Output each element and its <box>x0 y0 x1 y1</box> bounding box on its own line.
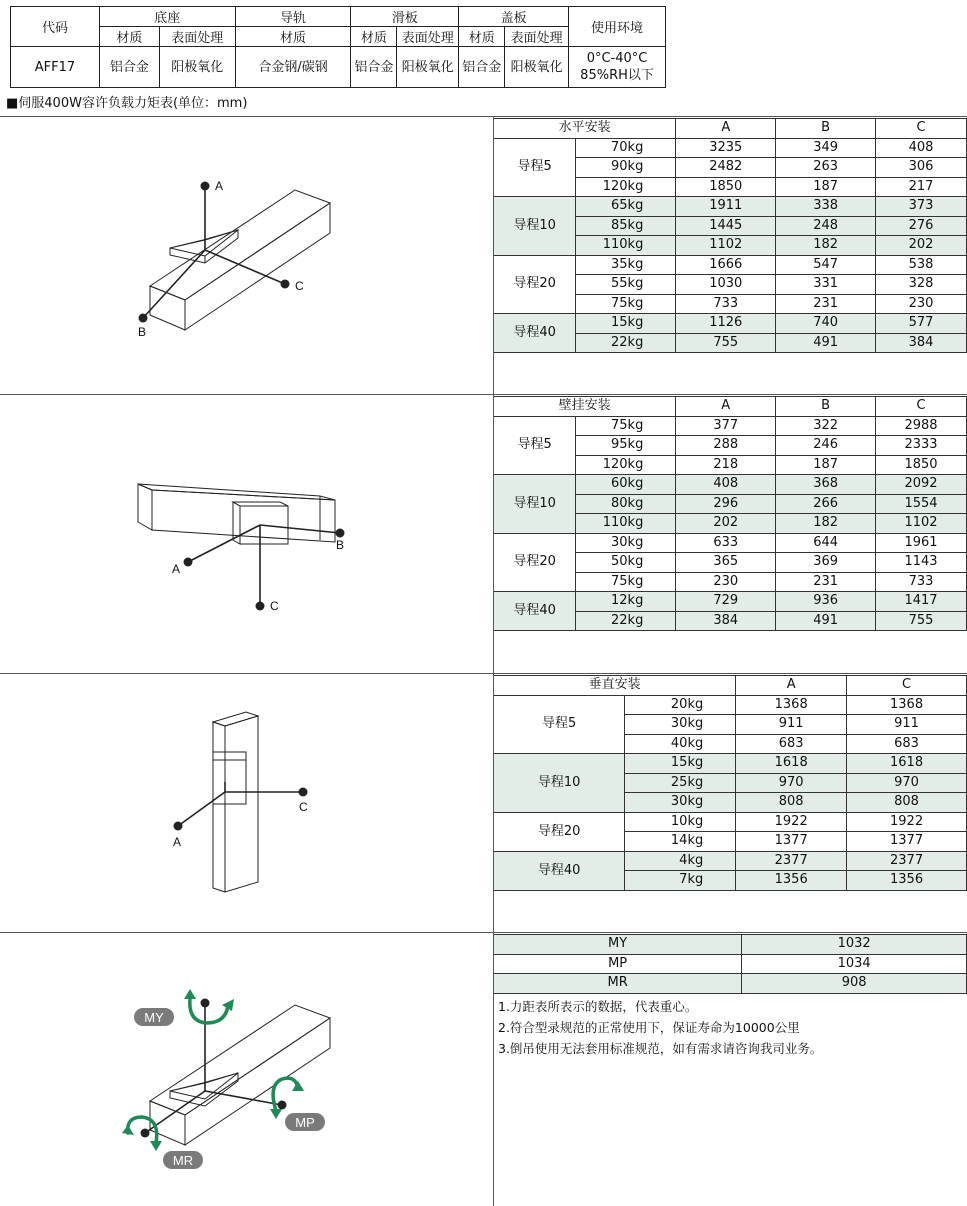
note-item: 3.倒吊使用无法套用标准规范，如有需求请咨询我司业务。 <box>498 1041 823 1056</box>
lead-cell: 导程40 <box>494 314 576 353</box>
value-cell: 2988 <box>876 416 967 436</box>
axis-b <box>260 525 340 533</box>
value-cell: 1102 <box>876 514 967 534</box>
rail-side <box>213 722 225 892</box>
spec-cell: 阳极氧化 <box>397 47 459 88</box>
lead-cell: 导程20 <box>494 255 576 314</box>
note-item: 1.力距表所表示的数据，代表重心。 <box>498 999 698 1014</box>
column-header: C <box>847 676 967 696</box>
load-cell: 30kg <box>625 793 736 813</box>
value-cell: 491 <box>776 333 876 353</box>
table-row <box>494 314 967 334</box>
axis-p <box>205 1091 282 1105</box>
rail-top <box>150 1005 330 1115</box>
column-header: C <box>876 397 967 417</box>
arrow-head <box>184 989 196 999</box>
value-cell: 1445 <box>676 216 776 236</box>
table-title: 水平安装 <box>494 119 676 139</box>
table-row <box>494 812 967 832</box>
value-cell: 683 <box>736 734 847 754</box>
column-header: A <box>736 676 847 696</box>
arrow-head <box>150 1141 162 1151</box>
value-cell: 230 <box>876 294 967 314</box>
value-cell: 3235 <box>676 138 776 158</box>
value-cell: 1368 <box>847 695 967 715</box>
value-cell: 2377 <box>847 851 967 871</box>
value-cell: 755 <box>676 333 776 353</box>
column-header: B <box>776 119 876 139</box>
axis-point <box>299 788 308 797</box>
spec-sub: 表面处理 <box>159 27 235 47</box>
value-cell: 911 <box>847 715 967 735</box>
value-cell: 1356 <box>847 871 967 891</box>
axis-point <box>256 602 265 611</box>
load-cell: 14kg <box>625 832 736 852</box>
value-cell: 231 <box>776 572 876 592</box>
spec-h-cover: 盖板 <box>459 7 569 27</box>
spec-sub: 表面处理 <box>505 27 569 47</box>
load-cell: 95kg <box>576 436 676 456</box>
value-cell: 1417 <box>876 592 967 612</box>
spec-table <box>10 6 666 88</box>
value-cell: 349 <box>776 138 876 158</box>
load-cell: 20kg <box>625 695 736 715</box>
spec-env <box>569 47 666 88</box>
lead-cell: 导程20 <box>494 533 576 592</box>
load-cell: 12kg <box>576 592 676 612</box>
column-header: A <box>676 119 776 139</box>
value-cell: 296 <box>676 494 776 514</box>
axis-point <box>184 558 193 567</box>
axis-point <box>201 182 210 191</box>
value-cell: 368 <box>776 475 876 495</box>
load-cell: 15kg <box>625 754 736 774</box>
value-cell: 202 <box>676 514 776 534</box>
value-cell: 231 <box>776 294 876 314</box>
mp-badge <box>285 1113 325 1131</box>
value-cell: 1030 <box>676 275 776 295</box>
axis-point <box>281 280 290 289</box>
lead-cell: 导程10 <box>494 475 576 534</box>
value-cell: 2333 <box>876 436 967 456</box>
lead-cell: 导程5 <box>494 695 625 754</box>
value-cell: 1850 <box>676 177 776 197</box>
column-header: B <box>776 397 876 417</box>
vertical-table <box>494 675 967 891</box>
value-cell: 936 <box>776 592 876 612</box>
vertical-mount-figure <box>160 706 330 896</box>
spec-cell: 合金钢/碳钢 <box>235 47 351 88</box>
load-cell: 15kg <box>576 314 676 334</box>
value-cell: 288 <box>676 436 776 456</box>
value-cell: 755 <box>876 611 967 631</box>
value-cell: 2377 <box>736 851 847 871</box>
moment-value: 1034 <box>742 954 967 974</box>
value-cell: 306 <box>876 158 967 178</box>
lead-cell: 导程10 <box>494 754 625 813</box>
rail-front <box>150 286 185 330</box>
value-cell: 187 <box>776 177 876 197</box>
spec-h-base: 底座 <box>99 7 235 27</box>
value-cell: 182 <box>776 514 876 534</box>
axis-a <box>178 792 225 826</box>
spec-cell: 铝合金 <box>459 47 505 88</box>
spec-h-rail: 导轨 <box>235 7 351 27</box>
value-cell: 408 <box>676 475 776 495</box>
moment-label: MR <box>494 974 742 994</box>
notes <box>498 996 822 1059</box>
value-cell: 408 <box>876 138 967 158</box>
moment-row <box>494 954 967 974</box>
axis-point <box>278 1101 287 1110</box>
value-cell: 218 <box>676 455 776 475</box>
value-cell: 491 <box>776 611 876 631</box>
value-cell: 733 <box>876 572 967 592</box>
load-cell: 65kg <box>576 197 676 217</box>
value-cell: 1666 <box>676 255 776 275</box>
load-cell: 70kg <box>576 138 676 158</box>
load-cell: 85kg <box>576 216 676 236</box>
value-cell: 276 <box>876 216 967 236</box>
value-cell: 1143 <box>876 553 967 573</box>
env-line: 85%RH以下 <box>580 68 654 83</box>
spec-sub: 表面处理 <box>397 27 459 47</box>
value-cell: 1961 <box>876 533 967 553</box>
value-cell: 217 <box>876 177 967 197</box>
lead-cell: 导程10 <box>494 197 576 256</box>
divider <box>0 394 967 395</box>
value-cell: 740 <box>776 314 876 334</box>
value-cell: 1102 <box>676 236 776 256</box>
divider <box>0 116 967 117</box>
load-cell: 75kg <box>576 416 676 436</box>
load-cell: 110kg <box>576 236 676 256</box>
load-cell: 120kg <box>576 177 676 197</box>
slider-body <box>170 1073 238 1106</box>
value-cell: 263 <box>776 158 876 178</box>
value-cell: 970 <box>847 773 967 793</box>
column-header: A <box>676 397 776 417</box>
value-cell: 633 <box>676 533 776 553</box>
table-title: 壁挂安装 <box>494 397 676 417</box>
value-cell: 1850 <box>876 455 967 475</box>
rail-end <box>138 484 152 530</box>
moment-figure <box>110 985 350 1185</box>
value-cell: 1618 <box>847 754 967 774</box>
axis-point <box>139 314 148 323</box>
column-header: C <box>876 119 967 139</box>
table-row <box>494 533 967 553</box>
label-b: B <box>138 325 147 339</box>
label-a: A <box>173 835 182 849</box>
load-cell: 55kg <box>576 275 676 295</box>
value-cell: 248 <box>776 216 876 236</box>
moment-value: 908 <box>742 974 967 994</box>
value-cell: 246 <box>776 436 876 456</box>
rail-top <box>138 484 335 500</box>
spec-cell: 阳极氧化 <box>159 47 235 88</box>
table-row <box>494 851 967 871</box>
axis-point <box>201 999 210 1008</box>
table-row <box>494 695 967 715</box>
value-cell: 202 <box>876 236 967 256</box>
label-a: A <box>172 562 181 576</box>
lead-cell: 导程5 <box>494 416 576 475</box>
my-badge <box>134 1008 174 1026</box>
label-c: C <box>295 279 304 293</box>
label-c: C <box>299 800 308 814</box>
value-cell: 1356 <box>736 871 847 891</box>
load-cell: 35kg <box>576 255 676 275</box>
load-cell: 4kg <box>625 851 736 871</box>
table-row <box>494 255 967 275</box>
moment-label: MP <box>494 954 742 974</box>
load-cell: 22kg <box>576 611 676 631</box>
value-cell: 266 <box>776 494 876 514</box>
value-cell: 733 <box>676 294 776 314</box>
load-cell: 25kg <box>625 773 736 793</box>
lead-cell: 导程5 <box>494 138 576 197</box>
load-cell: 7kg <box>625 871 736 891</box>
load-cell: 120kg <box>576 455 676 475</box>
load-cell: 10kg <box>625 812 736 832</box>
divider <box>0 673 967 674</box>
moment-row <box>494 974 967 994</box>
slider-top <box>233 502 288 506</box>
load-cell: 80kg <box>576 494 676 514</box>
badge-label: MR <box>172 1153 194 1168</box>
axis-point <box>174 822 183 831</box>
lead-cell: 导程40 <box>494 851 625 890</box>
value-cell: 365 <box>676 553 776 573</box>
divider <box>0 932 967 933</box>
value-cell: 1922 <box>847 812 967 832</box>
value-cell: 377 <box>676 416 776 436</box>
load-cell: 30kg <box>576 533 676 553</box>
spec-sub: 材质 <box>351 27 397 47</box>
load-cell: 40kg <box>625 734 736 754</box>
spec-sub: 材质 <box>99 27 159 47</box>
load-cell: 75kg <box>576 294 676 314</box>
value-cell: 338 <box>776 197 876 217</box>
value-cell: 1554 <box>876 494 967 514</box>
arrow-head <box>270 1109 282 1119</box>
value-cell: 369 <box>776 553 876 573</box>
load-cell: 90kg <box>576 158 676 178</box>
axis-point <box>141 1129 150 1138</box>
arrow-head <box>122 1125 134 1135</box>
value-cell: 1911 <box>676 197 776 217</box>
axis-point <box>336 529 345 538</box>
value-cell: 1922 <box>736 812 847 832</box>
load-cell: 50kg <box>576 553 676 573</box>
rail-side <box>185 203 330 330</box>
table-row <box>494 138 967 158</box>
moment-table <box>494 934 967 994</box>
label-a: A <box>215 179 224 193</box>
load-cell: 60kg <box>576 475 676 495</box>
value-cell: 187 <box>776 455 876 475</box>
spec-sub: 材质 <box>235 27 351 47</box>
spec-cell: 阳极氧化 <box>505 47 569 88</box>
lead-cell: 导程20 <box>494 812 625 851</box>
mr-badge <box>163 1151 203 1169</box>
value-cell: 384 <box>876 333 967 353</box>
spec-cell: 铝合金 <box>99 47 159 88</box>
spec-cell: 铝合金 <box>351 47 397 88</box>
moment-value: 1032 <box>742 935 967 955</box>
table-row <box>494 592 967 612</box>
label-b: B <box>336 538 345 552</box>
value-cell: 1377 <box>736 832 847 852</box>
spec-h-env: 使用环境 <box>569 7 666 47</box>
value-cell: 1126 <box>676 314 776 334</box>
value-cell: 230 <box>676 572 776 592</box>
value-cell: 808 <box>847 793 967 813</box>
value-cell: 384 <box>676 611 776 631</box>
moment-row <box>494 935 967 955</box>
lead-cell: 导程40 <box>494 592 576 631</box>
value-cell: 2482 <box>676 158 776 178</box>
value-cell: 1618 <box>736 754 847 774</box>
table-row <box>494 754 967 774</box>
load-cell: 110kg <box>576 514 676 534</box>
value-cell: 1377 <box>847 832 967 852</box>
table-row <box>494 416 967 436</box>
value-cell: 644 <box>776 533 876 553</box>
moment-label: MY <box>494 935 742 955</box>
value-cell: 538 <box>876 255 967 275</box>
note-item: 2.符合型录规范的正常使用下，保证寿命为10000公里 <box>498 1020 800 1035</box>
slider-top <box>213 752 246 760</box>
env-line: 0°C-40°C <box>586 51 648 66</box>
spec-code: AFF17 <box>11 47 100 88</box>
value-cell: 331 <box>776 275 876 295</box>
value-cell: 683 <box>847 734 967 754</box>
table-row <box>494 197 967 217</box>
badge-label: MP <box>295 1115 315 1130</box>
table-row <box>494 475 967 495</box>
value-cell: 808 <box>736 793 847 813</box>
horizontal-mount-figure <box>120 170 340 350</box>
value-cell: 729 <box>676 592 776 612</box>
wall-table <box>494 396 967 631</box>
value-cell: 1368 <box>736 695 847 715</box>
value-cell: 911 <box>736 715 847 735</box>
spec-h-code: 代码 <box>11 7 100 47</box>
load-cell: 22kg <box>576 333 676 353</box>
section-heading: ■伺服400W容许负载力矩表(单位：mm) <box>6 96 248 111</box>
spec-sub: 材质 <box>459 27 505 47</box>
value-cell: 2092 <box>876 475 967 495</box>
badge-label: MY <box>144 1010 164 1025</box>
value-cell: 373 <box>876 197 967 217</box>
value-cell: 970 <box>736 773 847 793</box>
value-cell: 577 <box>876 314 967 334</box>
load-cell: 75kg <box>576 572 676 592</box>
load-cell: 30kg <box>625 715 736 735</box>
value-cell: 182 <box>776 236 876 256</box>
value-cell: 322 <box>776 416 876 436</box>
horizontal-table <box>494 118 967 353</box>
table-title: 垂直安装 <box>494 676 736 696</box>
label-c: C <box>270 599 279 613</box>
wall-mount-figure <box>130 478 360 618</box>
value-cell: 328 <box>876 275 967 295</box>
spec-h-slider: 滑板 <box>351 7 459 27</box>
value-cell: 547 <box>776 255 876 275</box>
